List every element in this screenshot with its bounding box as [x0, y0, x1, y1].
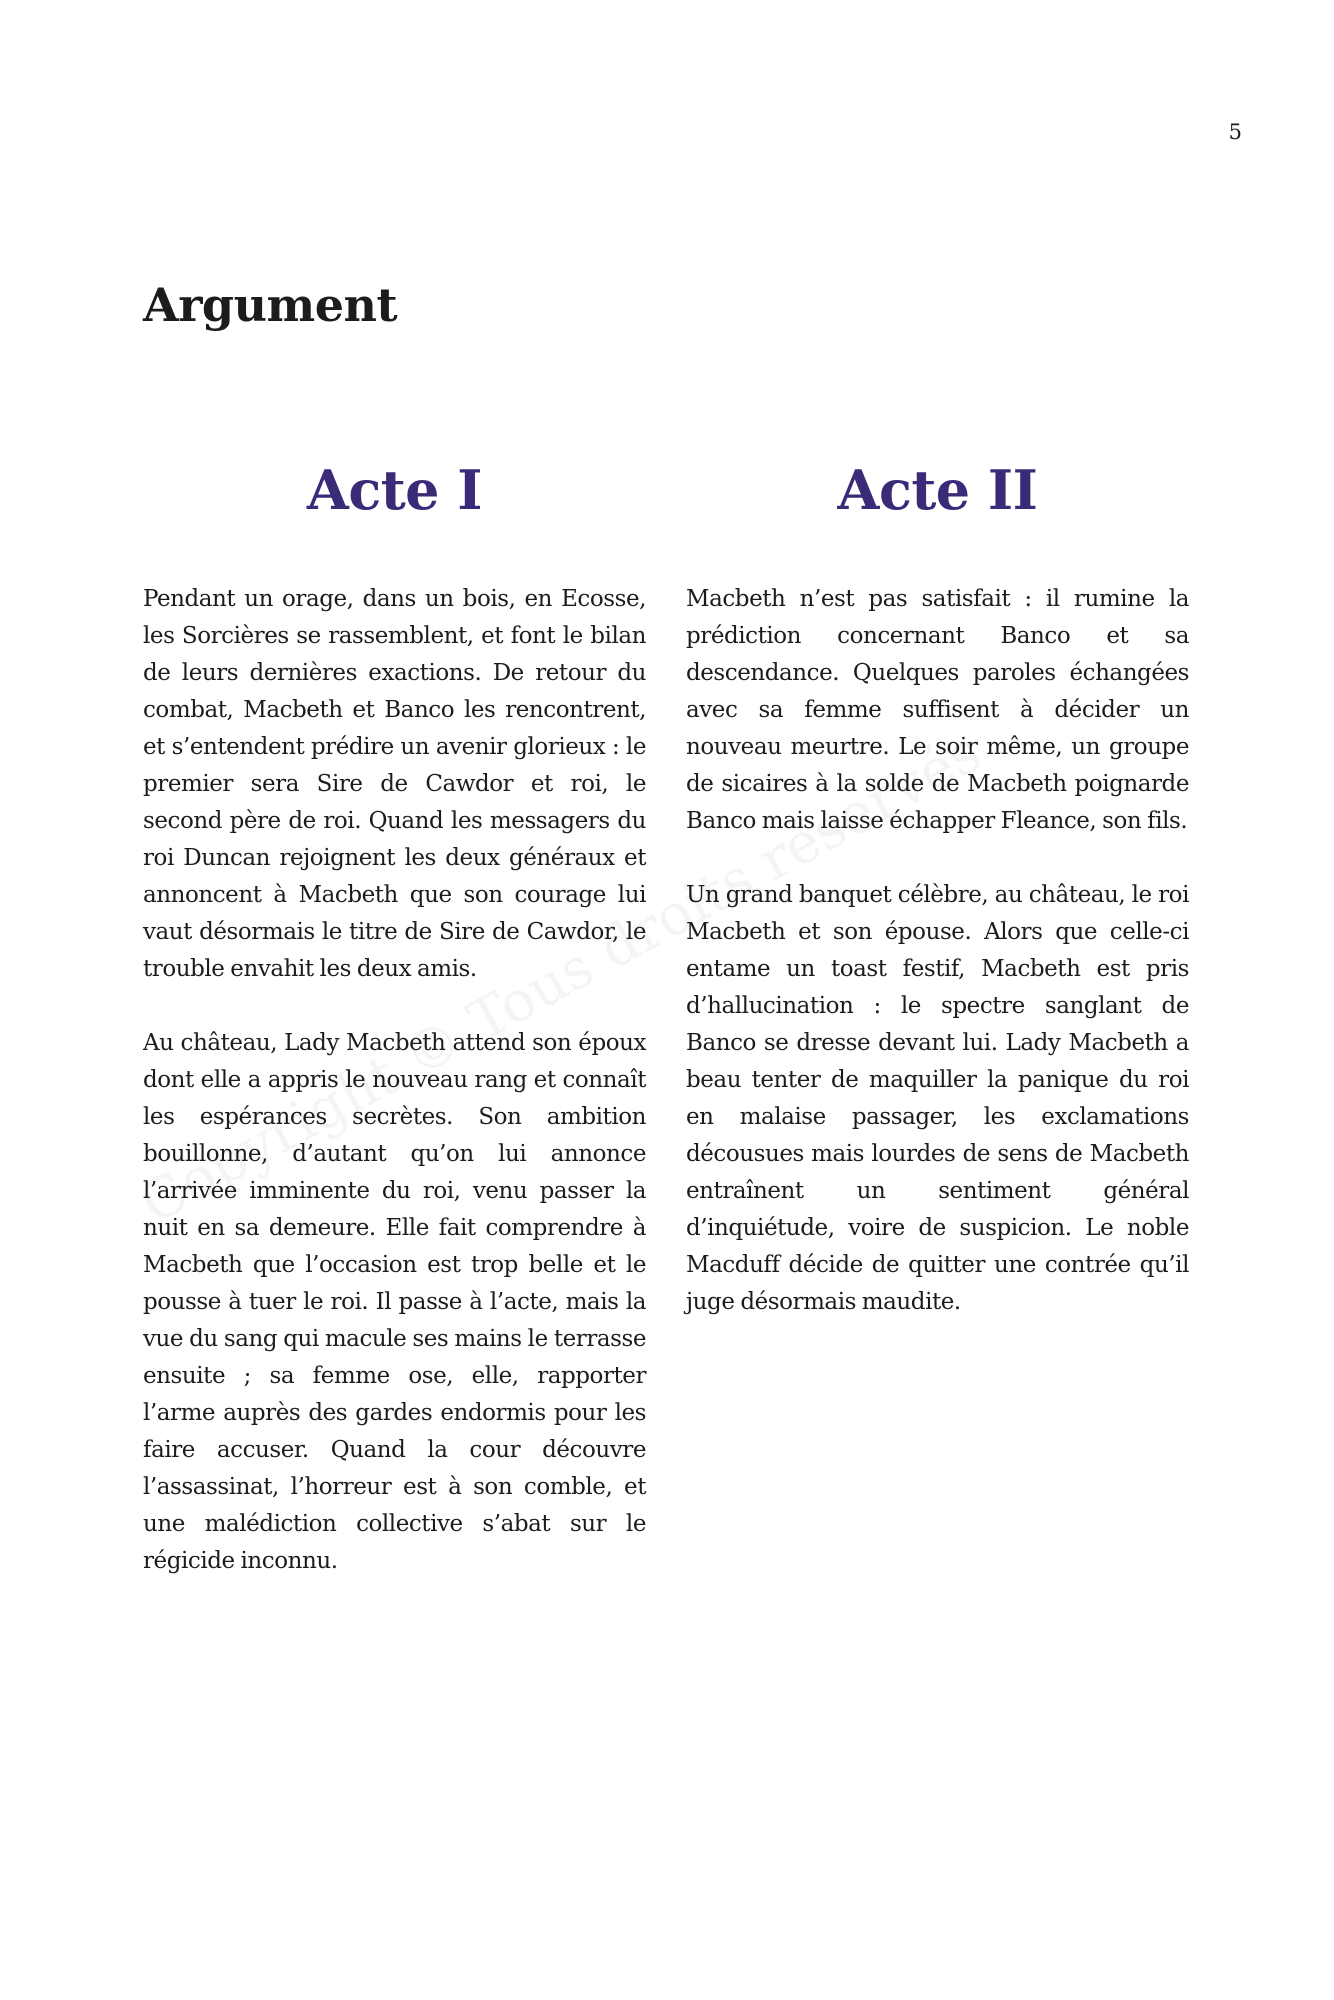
page-number: 5: [1228, 120, 1242, 144]
act-1-paragraph-1: Pendant un orage, dans un bois, en Ecosse, les Sorcières se rassemblent, et font le bilan de leurs dernières exactions. De retour du combat, Macbeth et Banco les rencontrent, et s’entendent prédire un avenir glorieux : le premier sera Sire de Cawdor et roi, le second père de roi. Quand les messagers du roi Duncan rejoignent les deux généraux et annoncent à Macbeth que son courage lui vaut désormais le titre de Sire de Cawdor, le trouble envahit les deux amis.: [143, 586, 646, 982]
act-2-paragraph-1: Macbeth n’est pas satisfait : il rumine la prédiction concernant Banco et sa descendance. Quelques paroles échangées avec sa femme suffisent à décider un nouveau meurtre. Le soir même, un groupe de sicaires à la solde de Macbeth poignarde Banco mais laisse échapper Fleance, son fils.: [686, 586, 1189, 834]
act-1-paragraph-2: Au château, Lady Macbeth attend son époux dont elle a appris le nouveau rang et connaît les espérances secrètes. Son ambition bouillonne, d’autant qu’on lui annonce l’arrivée imminente du roi, venu passer la nuit en sa demeure. Elle fait comprendre à Macbeth que l’occasion est trop belle et le pousse à tuer le roi. Il passe à l’acte, mais la vue du sang qui macule ses mains le terrasse ensuite ; sa femme ose, elle, rapporter l’arme auprès des gardes endormis pour les faire accuser. Quand la cour découvre l’assassinat, l’horreur est à son comble, et une malédiction collective s’abat sur le régicide inconnu.: [143, 1030, 646, 1574]
act-2-column: [686, 455, 1189, 1321]
act-2-heading: Acte II: [837, 458, 1038, 522]
act-1-column: [143, 455, 646, 1580]
act-2-paragraph-2: Un grand banquet célèbre, au château, le roi Macbeth et son épouse. Alors que celle-ci entame un toast festif, Macbeth est pris d’hallucination : le spectre sanglant de Banco se dresse devant lui. Lady Macbeth a beau tenter de maquiller la panique du roi en malaise passager, les exclamations décousues mais lourdes de sens de Macbeth entraînent un sentiment général d’inquiétude, voire de suspicion. Le noble Macduff décide de quitter une contrée qu’il juge désormais maudite.: [686, 882, 1189, 1315]
page-title: Argument: [143, 278, 398, 332]
act-1-heading: Acte I: [306, 458, 483, 522]
